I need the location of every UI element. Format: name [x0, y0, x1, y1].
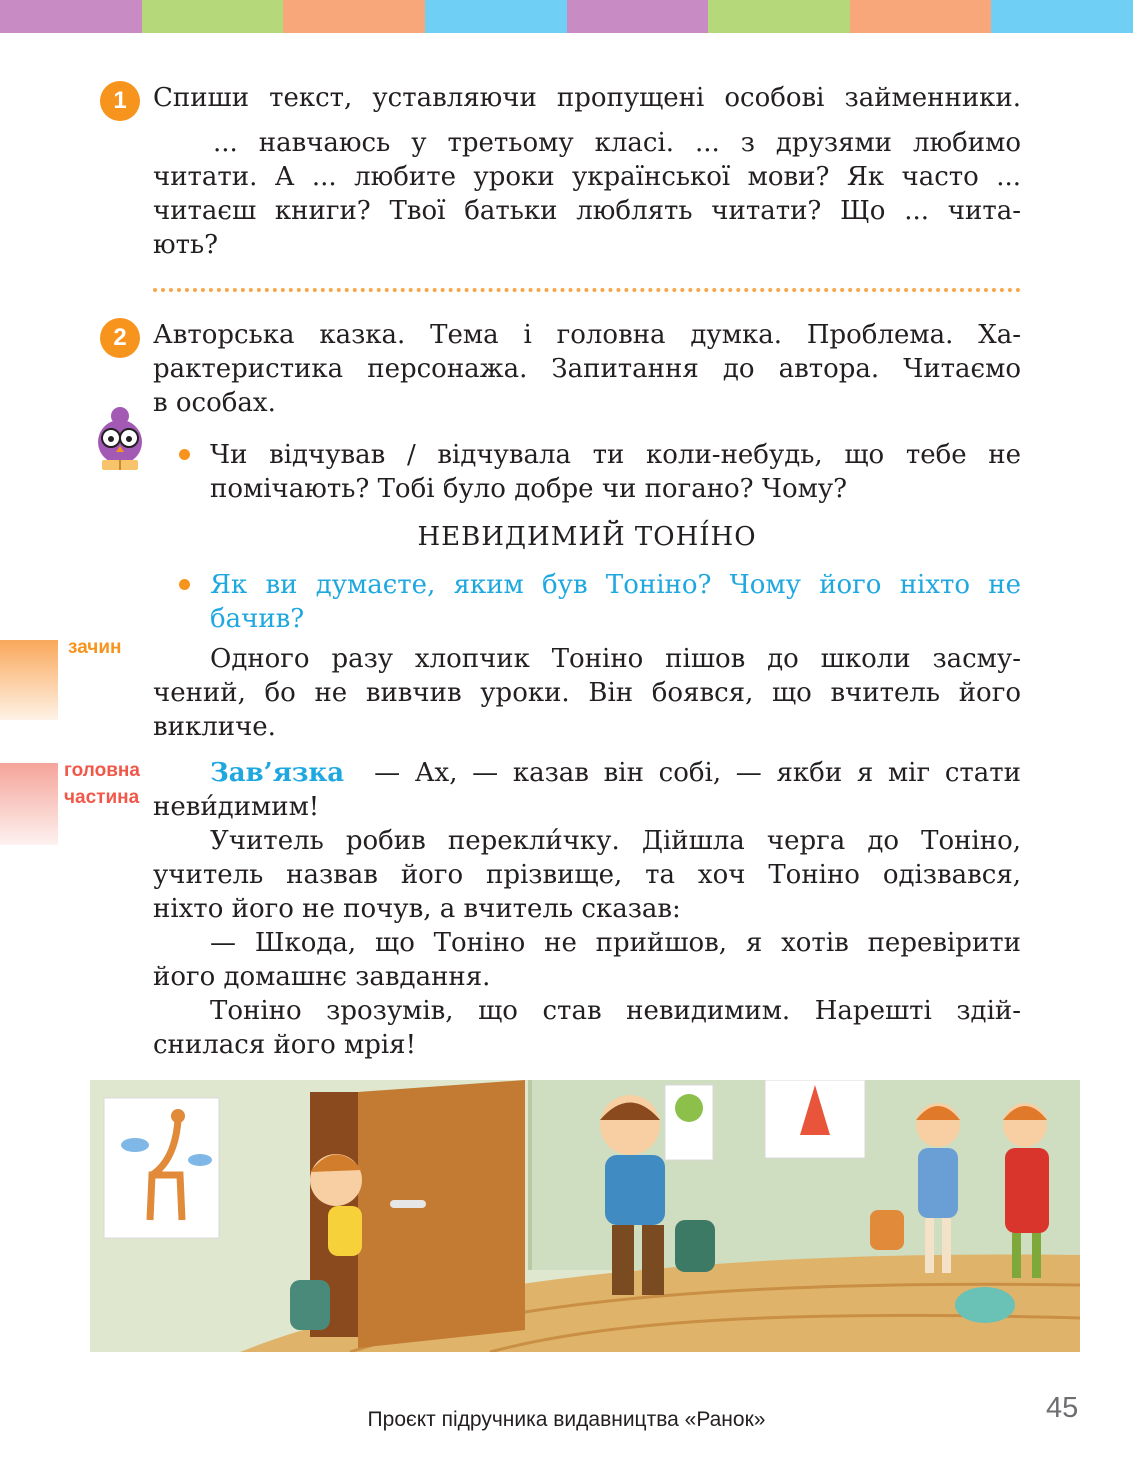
zavyazka-text: — Ах, — казав він собі, — якби я міг стати	[374, 758, 1021, 788]
task1-line: читати. А ... любите уроки української мови? Як часто ...	[153, 162, 1021, 192]
stripe	[850, 0, 992, 33]
task2-question-line: помічають? Тобі було добре чи погано? Чому?	[210, 474, 848, 504]
story-intro-line: викличе.	[153, 712, 276, 742]
task1-instruction: Спиши текст, уставляючи пропущені особові займенники.	[153, 83, 1021, 113]
classroom-illustration	[90, 1080, 1080, 1352]
task2-line: рактеристика персонажа. Запитання до автора. Читаємо	[153, 354, 1021, 384]
stripe	[567, 0, 709, 33]
stripe	[991, 0, 1133, 33]
task-number-badge: 2	[100, 318, 140, 358]
side-band-holovna	[0, 763, 58, 845]
stripe	[0, 0, 142, 33]
dotted-divider	[153, 288, 1021, 292]
story-body-line: ніхто його не почув, а вчитель сказав:	[153, 894, 681, 924]
story-intro-line: Одного разу хлопчик Тоніно пішов до школи засму-	[210, 644, 1021, 674]
footer-project-text: Проєкт підручника видавництва «Ранок»	[367, 1408, 766, 1431]
story-title: НЕВИДИМИЙ ТОНІ́НО	[417, 522, 757, 552]
bullet-dot	[179, 449, 190, 460]
task-number-badge: 1	[100, 81, 140, 121]
zavyazka-line2: неви́димим!	[153, 792, 320, 822]
task1-line: ... навчаюсь у третьому класі. ... з друзями любимо	[213, 128, 1021, 158]
story-intro-line: чений, бо не вивчив уроки. Він боявся, що вчитель його	[153, 678, 1021, 708]
zavyazka-line	[210, 756, 1021, 790]
story-blue-question-line: бачив?	[210, 604, 305, 634]
stripe	[142, 0, 284, 33]
zavyazka-label: Зав’язка	[210, 758, 345, 788]
stripe	[425, 0, 567, 33]
story-body-line: Тоніно зрозумів, що став невидимим. Нарешті здій-	[210, 996, 1021, 1026]
story-body-line: — Шкода, що Тоніно не прийшов, я хотів перевірити	[210, 928, 1021, 958]
side-label-zachyn: зачин	[68, 637, 122, 658]
story-body-line: снилася його мрія!	[153, 1030, 417, 1060]
stripe	[283, 0, 425, 33]
stripe	[708, 0, 850, 33]
task2-question-line: Чи відчував / відчувала ти коли-небудь, що тебе не	[210, 440, 1021, 470]
story-blue-question-line: Як ви думаєте, яким був Тоніно? Чому його ніхто не	[210, 570, 1021, 600]
task1-line: читаєш книги? Твої батьки люблять читати? Що ... чита-	[153, 196, 1021, 226]
task2-line: в особах.	[153, 388, 276, 418]
owl-mascot-icon	[94, 404, 146, 474]
bullet-dot	[179, 579, 190, 590]
side-label-chastyna: частина	[64, 787, 140, 808]
side-label-holovna: головна	[64, 760, 140, 781]
task2-line: Авторська казка. Тема і головна думка. Проблема. Ха-	[153, 320, 1021, 350]
story-body-line: його домашнє завдання.	[153, 962, 491, 992]
top-color-stripes	[0, 0, 1133, 33]
page-number: 45	[1046, 1392, 1079, 1424]
task1-line: ють?	[153, 230, 219, 260]
story-body-line: учитель назвав його прізвище, та хоч Тоніно одізвався,	[153, 860, 1021, 890]
side-band-zachyn	[0, 640, 58, 720]
story-body-line: Учитель робив перекли́чку. Дійшла черга до Тоніно,	[210, 826, 1021, 856]
